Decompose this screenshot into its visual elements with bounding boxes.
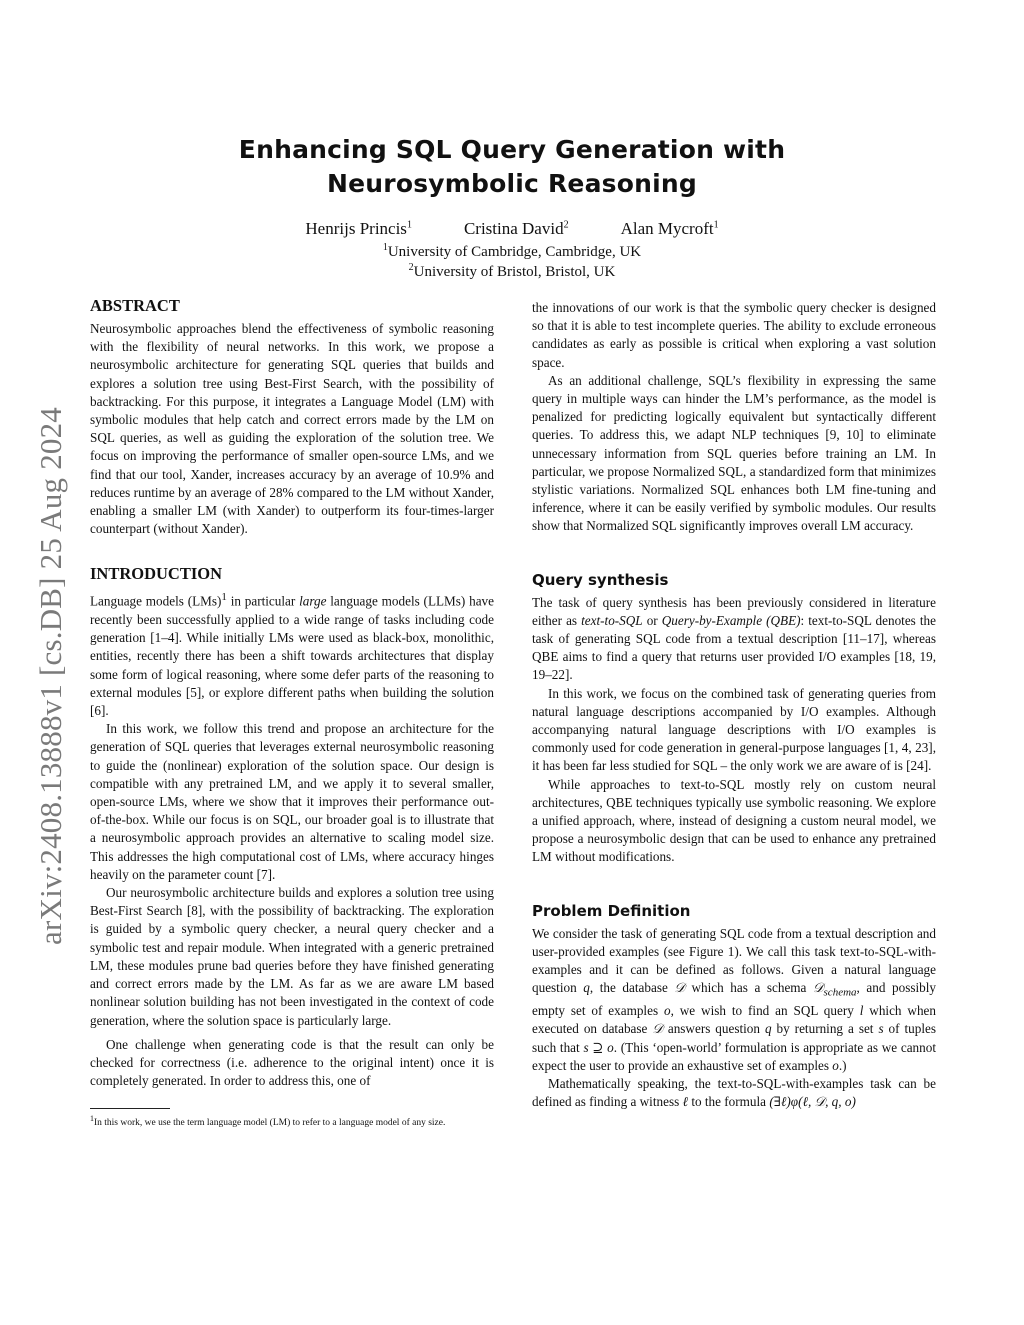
footnote-rule — [90, 1108, 170, 1109]
paragraph: Language models (LMs)$^1$ in particular large language models (LLMs) have recently been successfully applied to a wide range of tasks including code generation [1–4]. While initially LMs were used as black-box, monolithic, entities, recently there has been a shift towards architectures that display some form of logical reasoning, where some defer parts of the reasoning to external modules [5], or explore different paths when building the solution [6]. — [90, 591, 495, 719]
abstract-text: Neurosymbolic approaches blend the effectiveness of symbolic reasoning with the flexibility of neural networks. In this work, we propose a neurosymbolic architecture for generating SQL queries that builds and explores a solution tree using Best-First Search, with the possibility of backtracking. For this purpose, it integrates a Language Model (LM) with symbolic modules that help catch and correct errors made by the LM on SQL queries, as well as guiding the exploration of the solution tree. We focus on improving the performance of smaller open-source LMs, and we find that our tool, Xander, increases accuracy by an average of 10.9% and reduces runtime by an average of 28% compared to the LM without Xander, enabling a smaller LM (with Xander) to outperform its four-times-larger counterpart (without Xander). — [90, 321, 494, 537]
paragraph: the innovations of our work is that the symbolic query checker is designed so that it is able to test incomplete queries. The ability to exclude erroneous candidates as early as possible is critical when exploring a vast solution space. — [532, 300, 936, 370]
paragraph: In this work, we focus on the combined task of generating queries from natural language descriptions accompanied by I/O examples. Although accompanying natural language descriptions with I/O examples is commonly used for code generation in general-purpose languages [1, 4, 23], it has been far less studied for SQL – the only work we are aware of is [24]. — [532, 685, 936, 774]
paragraph: One challenge when generating code is that the result can only be checked for correctness (i.e. adherence to the original intent) once it is completely generated. In order to address this, one of — [90, 1036, 494, 1089]
paragraph: We consider the task of generating SQL code from a textual description and user-provided examples (see Figure 1). We call this task text-to-SQL-with-examples and it can be defined as follows. Given a natural language question q, the database 𝒟 which has a schema 𝒟$_{schema}$, and possibly empty set of examples o, we wish to find an SQL query l which when executed on database 𝒟 answers question q by returning a set s of tuples such that s ⊇ o. (This ‘open-world’ formulation is appropriate as we cannot expect the user to provide an exhaustive set of examples o.) — [532, 925, 936, 1073]
footnote: $^1$In this work, we use the term language model (LM) to refer to a language model of any size. — [90, 1114, 446, 1129]
arxiv-side-stamp — [18, 345, 68, 945]
author: Alan Mycroft$^1$ — [620, 219, 719, 238]
paragraph: The task of query synthesis has been previously considered in literature either as text-to-SQL or Query-by-Example (QBE): text-to-SQL denotes the task of generating SQL code from a textual description [11–17], whereas QBE aims to find a query that returns user provided I/O examples [18, 19, 19–22]. — [532, 594, 936, 683]
left-column — [90, 296, 494, 1129]
abstract-heading: ABSTRACT — [90, 296, 180, 315]
author-list — [200, 219, 824, 239]
author: Cristina David$^2$ — [463, 219, 569, 238]
affiliation: $^1$University of Cambridge, Cambridge, UK — [382, 242, 642, 260]
paragraph: As an additional challenge, SQL’s flexibility in expressing the same query in multiple ways can hinder the LM’s performance, as the model is penalized for predicting logically equivalent but syntactically different queries. To address this, we adapt NLP techniques [9, 10] to eliminate unnecessary information from SQL queries before training an LM. In particular, we propose Normalized SQL, a standardized form that minimizes stylistic variations. Normalized SQL enhances both LM fine-tuning and inference, where it can be easily verified by symbolic modules. Our results show that Normalized SQL significantly improves overall LM accuracy. — [532, 372, 936, 534]
query-synthesis-heading: Query synthesis — [532, 570, 669, 589]
introduction-heading: INTRODUCTION — [90, 564, 223, 584]
arxiv-identifier: arXiv:2408.13888v1 [cs.DB] 25 Aug 2024 — [33, 406, 68, 945]
paragraph: In this work, we follow this trend and propose an architecture for the generation of SQL queries that leverages external neurosymbolic reasoning to guide the (nonlinear) exploration of the solution space. Our design is compatible with any pretrained LM, and we apply it to several smaller, open-source LMs, where we show that it improves their performance out-of-the-box. While our focus is on SQL, our broader goal is to illustrate that a neurosymbolic approach provides an alternative to scaling model size. This addresses the high computational cost of LMs, where accuracy hinges heavily on the parameter count [7]. — [90, 721, 494, 882]
problem-definition-heading: Problem Definition — [532, 901, 691, 920]
paragraph: Mathematically speaking, the text-to-SQL-with-examples task can be defined as finding a witness ℓ to the formula (∃ℓ)φ(ℓ, 𝒟, q, o) — [532, 1075, 936, 1110]
affiliation: $^2$University of Bristol, Bristol, UK — [408, 262, 616, 280]
author: Henrijs Princis$^1$ — [305, 219, 412, 238]
paragraph: While approaches to text-to-SQL mostly rely on custom neural architectures, QBE techniques typically use symbolic reasoning. We explore a unified approach, where, instead of designing a custom neural model, we propose a neurosymbolic design that can be used to enhance any pretrained LM without modifications. — [532, 776, 936, 865]
paragraph: Our neurosymbolic architecture builds and explores a solution tree using Best-First Search [8], with the possibility of backtracking. The exploration is guided by a symbolic query checker, a neural query checker and a symbolic test and repair module. When integrated with a generic pretrained LM, these modules prune bad queries before they have finished generating and correct errors made by the LM. As far as we are aware LM based nonlinear solution building has not been investigated in the context of code generation, where the solution space is particularly large. — [90, 885, 494, 1028]
right-column — [532, 299, 936, 1111]
paper-title: Enhancing SQL Query Generation with Neurosymbolic Reasoning — [238, 135, 786, 198]
